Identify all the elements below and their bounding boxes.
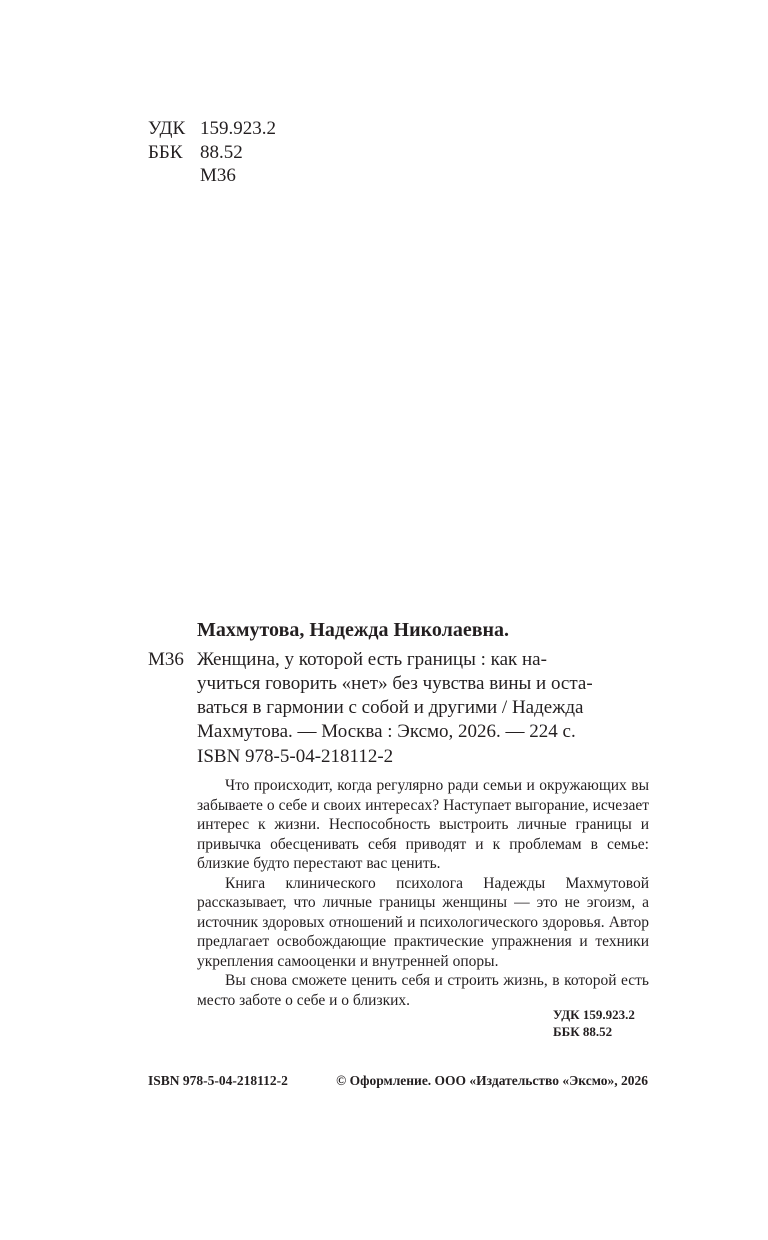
bbk-value: 88.52 bbox=[200, 141, 243, 163]
footer bbox=[148, 1073, 648, 1089]
footer-copyright: © Оформление. ООО «Издательство «Эксмо», 2026 bbox=[336, 1073, 648, 1088]
classification-block bbox=[148, 117, 276, 188]
bbk-row bbox=[148, 141, 276, 165]
udk-value: 159.923.2 bbox=[200, 118, 276, 139]
footer-isbn: ISBN 978-5-04-218112-2 bbox=[148, 1073, 288, 1088]
title-line: Женщина, у которой есть границы : как на- bbox=[197, 649, 547, 670]
small-bbk: ББК 88.52 bbox=[553, 1024, 613, 1039]
udk-row bbox=[148, 117, 276, 141]
bbk-label: ББК bbox=[148, 141, 183, 163]
annotation-paragraph: Книга клинического психолога Надежды Махмутовой рассказывает, что личные границы женщины — это не эгоизм, а источник здоровых отношений и психологического здоровья. Автор предлагает освобождающие практические упражнения и техники укрепления самооценки и внутренней опоры. bbox=[197, 874, 649, 970]
author-mark: М36 bbox=[200, 165, 236, 186]
small-classification bbox=[553, 1006, 635, 1040]
annotation bbox=[197, 776, 649, 1010]
record-author-code: М36 bbox=[148, 649, 184, 670]
title-line: учиться говорить «нет» без чувства вины и оста- bbox=[197, 673, 593, 694]
title-line: ваться в гармонии с собой и другими / Надежда bbox=[197, 697, 584, 718]
author-heading: Махмутова, Надежда Николаевна. bbox=[197, 619, 510, 641]
title-line: Махмутова. — Москва : Эксмо, 2026. — 224 с. bbox=[197, 721, 576, 742]
small-udk: УДК 159.923.2 bbox=[553, 1007, 635, 1022]
udk-label: УДК bbox=[148, 118, 186, 139]
isbn-main: ISBN 978-5-04-218112-2 bbox=[197, 746, 394, 767]
annotation-paragraph: Вы снова сможете ценить себя и строить жизнь, в которой есть место заботе о себе и о близких. bbox=[197, 972, 649, 1009]
annotation-paragraph: Что происходит, когда регулярно ради семьи и окружающих вы забываете о себе и своих интересах? Наступает выгорание, исчезает интерес к жизни. Неспособность выстроить личные границы и привычка обесценивать себя приводят и к проблемам в семье: близкие будто перестают вас ценить. bbox=[197, 777, 649, 872]
bibliographic-description bbox=[197, 648, 649, 744]
